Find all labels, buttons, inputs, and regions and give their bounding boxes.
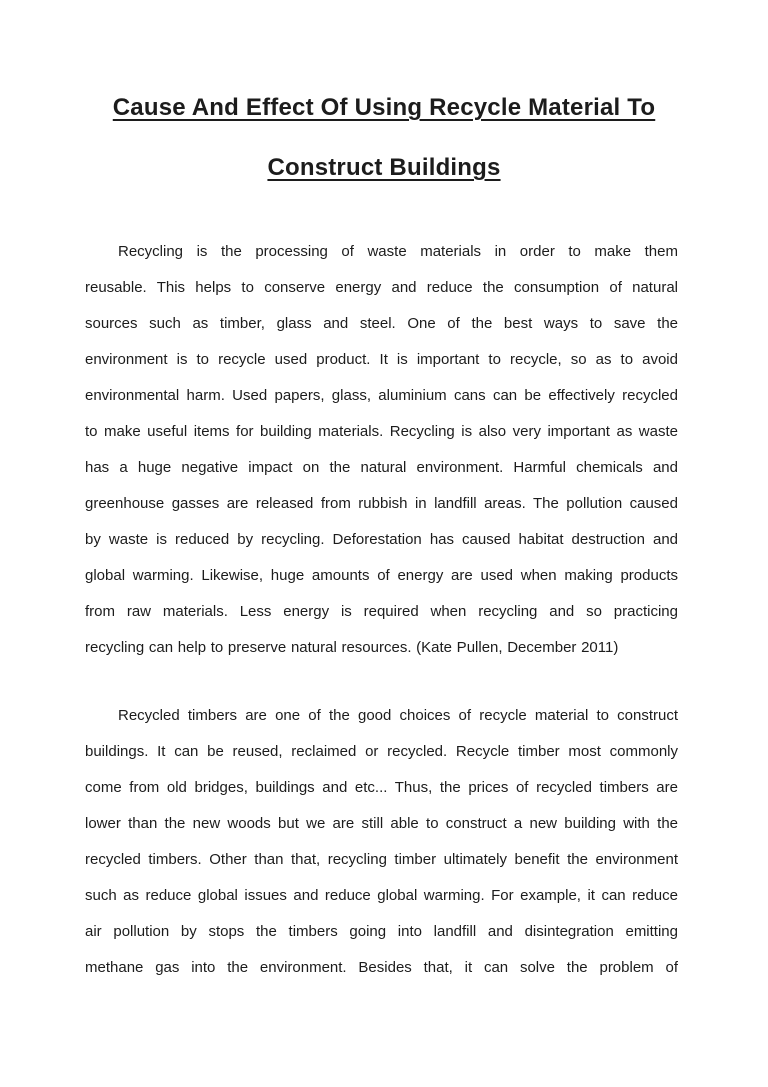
paragraph-line-citation: recycling can help to preserve natural resources. (Kate Pullen, December 2011) bbox=[85, 639, 619, 656]
paragraph-line: come from old bridges, buildings and etc... Thus, the prices of recycled timbers are bbox=[85, 779, 678, 796]
paragraph-line: environment is to recycle used product. It is important to recycle, so as to avoid bbox=[85, 351, 678, 368]
paragraph-line: sources such as timber, glass and steel. One of the best ways to save the bbox=[85, 315, 678, 332]
essay-body bbox=[85, 234, 678, 986]
paragraph-line: to make useful items for building materials. Recycling is also very important as waste bbox=[85, 423, 678, 440]
paragraph-line: Recycled timbers are one of the good choices of recycle material to construct bbox=[118, 707, 678, 724]
paragraph-line: reusable. This helps to conserve energy and reduce the consumption of natural bbox=[85, 279, 678, 296]
document-title-line-2: Construct Buildings bbox=[267, 154, 501, 181]
paragraph-line: buildings. It can be reused, reclaimed or recycled. Recycle timber most commonly bbox=[85, 743, 678, 760]
paragraph-line: by waste is reduced by recycling. Deforestation has caused habitat destruction and bbox=[85, 531, 678, 548]
paragraph-line: global warming. Likewise, huge amounts of energy are used when making products bbox=[85, 567, 678, 584]
paragraph-line: from raw materials. Less energy is required when recycling and so practicing bbox=[85, 603, 678, 620]
paragraph-line: lower than the new woods but we are still able to construct a new building with the bbox=[85, 815, 678, 832]
paragraph-2 bbox=[85, 698, 678, 986]
paragraph-line: environmental harm. Used papers, glass, aluminium cans can be effectively recycled bbox=[85, 387, 678, 404]
paragraph-line: recycled timbers. Other than that, recycling timber ultimately benefit the environment bbox=[85, 851, 678, 868]
paragraph-1 bbox=[85, 234, 678, 666]
paragraph-line: such as reduce global issues and reduce global warming. For example, it can reduce bbox=[85, 887, 678, 904]
paragraph-line: air pollution by stops the timbers going into landfill and disintegration emitting bbox=[85, 923, 678, 940]
paragraph-line: greenhouse gasses are released from rubbish in landfill areas. The pollution caused bbox=[85, 495, 678, 512]
paragraph-line: Recycling is the processing of waste materials in order to make them bbox=[118, 243, 678, 260]
paragraph-line: methane gas into the environment. Besides that, it can solve the problem of bbox=[85, 959, 678, 976]
document-title bbox=[45, 78, 723, 198]
document-title-line-1: Cause And Effect Of Using Recycle Material To bbox=[112, 94, 656, 121]
paragraph-line: has a huge negative impact on the natural environment. Harmful chemicals and bbox=[85, 459, 678, 476]
